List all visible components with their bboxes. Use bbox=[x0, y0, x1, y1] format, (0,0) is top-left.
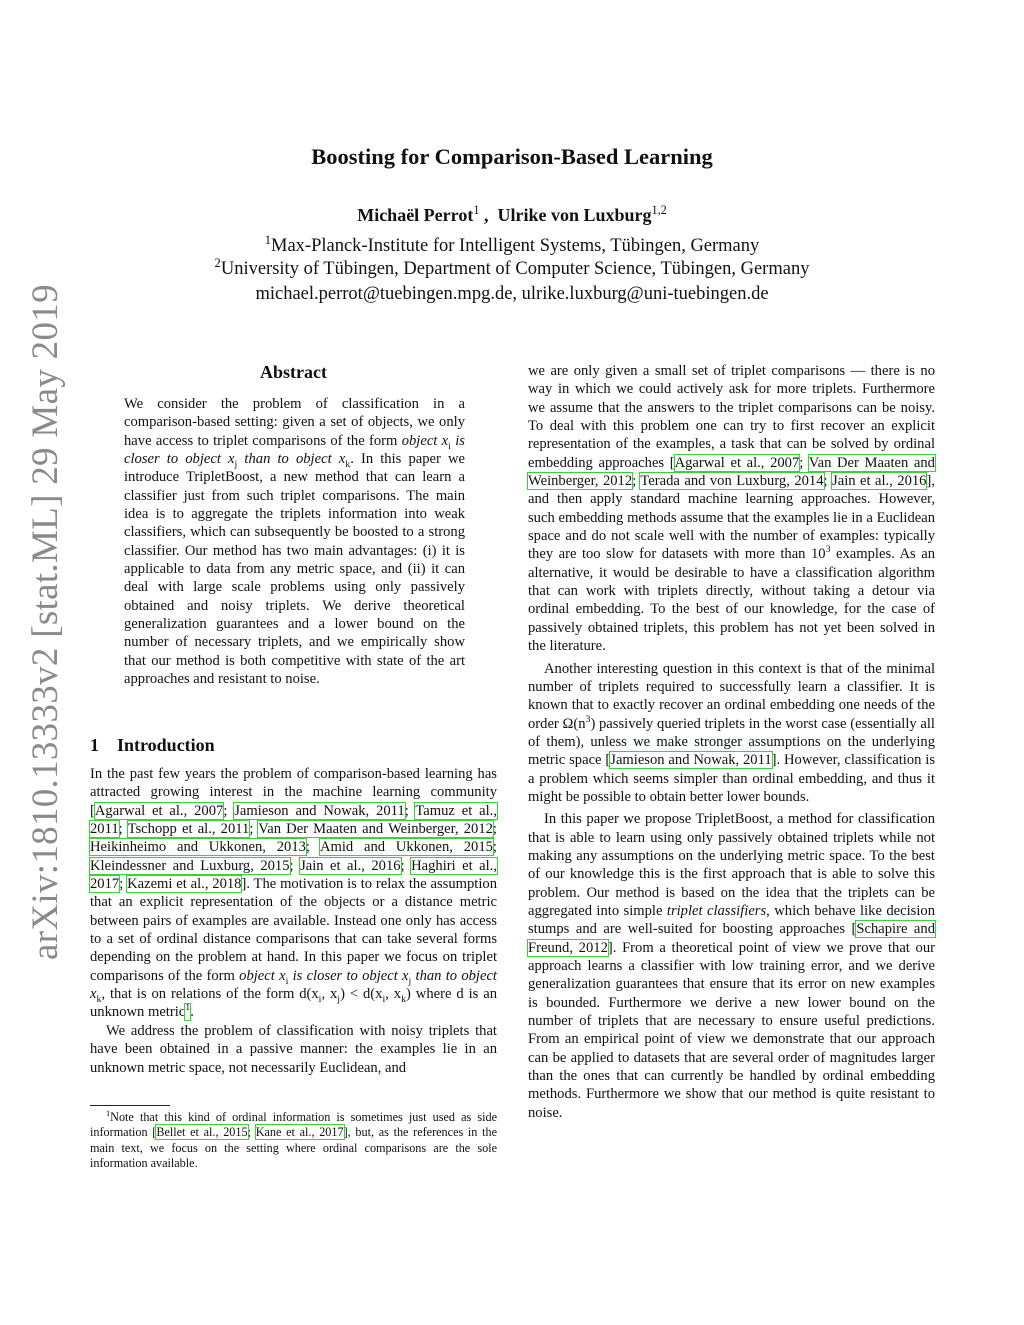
footnote-mark: 1 bbox=[185, 1002, 191, 1014]
text: Note that this kind of ordinal information is sometimes just used as side information [ bbox=[90, 1110, 497, 1140]
arxiv-side-stamp bbox=[18, 284, 74, 960]
citation-link[interactable]: Agarwal et al., 2007 bbox=[94, 802, 224, 819]
affiliation-1 bbox=[0, 232, 1024, 257]
citation-link[interactable]: Terada and von Luxburg, 2014 bbox=[640, 473, 824, 490]
citation-link[interactable]: Jamieson and Nowak, 2011 bbox=[234, 802, 405, 819]
affil-mark: 2 bbox=[214, 255, 221, 270]
paragraph: We address the problem of classification with noisy triplets that have been obtained in a passive manner: the examples lie in an unknown metric space, not necessarily Euclidean, and bbox=[90, 1022, 497, 1076]
text: than to object x bbox=[90, 967, 497, 1003]
intro-left-column bbox=[90, 765, 497, 1077]
citation-link[interactable]: Haghiri et al., 2017 bbox=[90, 857, 497, 893]
footnote: $^1$Note that this kind of ordinal information is sometimes just used as side information [Bellet et al., 2015; Kane et al., 2017], but, as the references in the main text, we focus on the setting where ordinal comparisons are the sole information available. bbox=[90, 1108, 497, 1171]
citation-link[interactable]: Bellet et al., 2015 bbox=[156, 1125, 248, 1140]
citation-link[interactable]: Kleindessner and Luxburg, 2015 bbox=[90, 857, 290, 874]
abstract-body bbox=[124, 395, 465, 689]
text: k bbox=[345, 458, 351, 470]
text: j bbox=[234, 458, 238, 470]
text: than to object x bbox=[237, 451, 346, 468]
text: Another interesting question in this context is that of the minimal number of triplets required to successfully learn a classifier. It is known that to exactly recover an ordinal embedding one needs of the order Ω(n bbox=[528, 660, 935, 732]
paragraph: we are only given a small set of triplet comparisons — there is no way in which we could actively ask for more triplets. Furthermore we assume that the answers to the triplet comparisons can be noisy. To deal with this problem one can try to first recover an explicit representation of the examples, a task that can be solved by ordinal embedding approaches [Agarwal et al., 2007; Van Der Maaten and Weinberger, 2012; Terada and von Luxburg, 2014; Jain et al., 2016], and then apply standard machine learning approaches. However, such embedding methods assume that the examples lie in a Euclidean space and do not scale well with the number of examples: typically they are too slow for datasets with more than $10^3$ examples. As an alternative, it would be desirable to have a classification algorithm that can work with triplets directly, without taking a detour via ordinal embedding. To the best of our knowledge, for the case of passively obtained triplets, this problem has not yet been solved in the literature. bbox=[528, 363, 935, 655]
text: 3 bbox=[825, 544, 831, 556]
right-column bbox=[528, 362, 935, 1122]
text: ) passively queried triplets in the worst case (essentially all of them), unless we make stronger assumptions on the underlying metric space [ bbox=[528, 715, 935, 769]
paper-title: Boosting for Comparison-Based Learning bbox=[311, 144, 713, 169]
author-emails: michael.perrot@tuebingen.mpg.de, ulrike.luxburg@uni-tuebingen.de bbox=[255, 284, 769, 304]
text: ]. From a theoretical point of view we prove that our approach learns a classifier with low training error, and we derive generalization guarantees that ensure that its error on new examples is bounded. Furthermore we derive a new lower bound on the number of triplets that are necessary to ensure useful predictions. From an empirical point of view we demonstrate that our approach can be applied to datasets that are several order of magnitudes larger than the ones that can currently be handled by ordinal embedding methods. Furthermore we show that our method is quite resistant to noise. bbox=[528, 939, 935, 1121]
text: ) where d is an unknown metric bbox=[90, 986, 497, 1021]
citation-link[interactable]: Schapire and Freund, 2012 bbox=[528, 921, 936, 956]
text: , x bbox=[385, 986, 402, 1003]
citation-link[interactable]: Jamieson and Nowak, 2011 bbox=[610, 752, 772, 769]
citation-link[interactable]: Van Der Maaten and Weinberger, 2012 bbox=[528, 454, 935, 490]
text: ) < d(x bbox=[340, 986, 383, 1003]
text: In this paper we propose TripletBoost, a method for classification that is able to learn using only passively obtained triplets while not making any assumptions on the underlying metric space. To the best of our knowledge this is the first approach that is able to solve this problem. Our method is based on the idea that the triplets can be aggregated into simple bbox=[528, 811, 935, 919]
footnote-rule bbox=[90, 1105, 170, 1106]
citation-link[interactable]: Heikinheimo and Ukkonen, 2013 bbox=[90, 839, 306, 856]
text: object x bbox=[239, 967, 286, 984]
text: ]. However, classification is a problem which seems simpler than ordinal embedding, and thus it might be possible to obtain better lower bounds. bbox=[528, 752, 936, 805]
citation-link[interactable]: Kazemi et al., 2018 bbox=[127, 876, 242, 893]
citation-link[interactable]: Kane et al., 2017 bbox=[255, 1125, 344, 1140]
affil-text: Max-Planck-Institute for Intelligent Systems, Tübingen, Germany bbox=[271, 236, 760, 256]
section-number: 1 bbox=[90, 735, 99, 755]
citation-link[interactable]: Jain et al., 2016 bbox=[832, 473, 927, 490]
footnote-mark: 1 bbox=[106, 1108, 111, 1118]
text: i bbox=[285, 975, 289, 987]
paragraph bbox=[528, 810, 935, 1122]
text: We consider the problem of classification in a comparison-based setting: given a set of objects, we only have access to triplet comparisons of the form bbox=[124, 396, 465, 449]
text: i bbox=[448, 440, 451, 452]
text: . bbox=[190, 1004, 194, 1021]
paragraph bbox=[528, 660, 935, 807]
citation-link[interactable]: Amid and Ukkonen, 2015 bbox=[319, 839, 493, 856]
citation-link[interactable]: Jain et al., 2016 bbox=[300, 857, 401, 874]
abstract-heading: Abstract bbox=[260, 362, 327, 382]
text: i bbox=[382, 994, 386, 1006]
text: j bbox=[337, 994, 341, 1006]
text: j bbox=[408, 975, 412, 987]
citation-link[interactable]: Tamuz et al., 2011 bbox=[90, 802, 498, 838]
author-name: Ulrike von Luxburg bbox=[497, 205, 652, 225]
text: , x bbox=[321, 986, 338, 1003]
author-name: Michaël Perrot bbox=[357, 205, 474, 225]
text: is closer to object x bbox=[124, 432, 465, 468]
citation-link[interactable]: Agarwal et al., 2007 bbox=[674, 454, 800, 471]
text: k bbox=[401, 994, 407, 1006]
citation-link[interactable]: Van Der Maaten and Weinberger, 2012 bbox=[258, 821, 493, 838]
text: ]. The motivation is to relax the assumption that an explicit representation of the objects or a distance metric between pairs of examples are available. Instead one only has access to a set of ordinal distance comparisons that can take several forms depending on the problem at hand. In this paper we focus on triplet comparisons of the form bbox=[90, 876, 497, 984]
text: ], and then apply standard machine learning approaches. However, such embedding methods assume that the examples lie in a Euclidean space and do not scale well with the number of examples: typically they are too slow for datasets with more than 10 bbox=[528, 473, 935, 563]
section-title: Introduction bbox=[117, 735, 215, 755]
text: . In this paper we introduce TripletBoost, a new method that can learn a classifier just from such triplet comparisons. The main idea is to aggregate the triplets information into weak classifiers, which can subsequently be boosted to a strong classifier. Our method has two main advantages: (i) it is applicable to data from any metric space, and (ii) it can deal with large scale problems using only passively obtained and noisy triplets. We derive theoretical generalization guarantees and a lower bound on the number of necessary triplets, and we empirically show that our method is both competitive with state of the art approaches and resistant to noise. bbox=[124, 451, 465, 688]
affiliation-2 bbox=[0, 255, 1024, 280]
text: i bbox=[318, 994, 322, 1006]
text: triplet classifiers bbox=[666, 902, 767, 919]
text: ], but, as the references in the main text, we focus on the setting where ordinal comparisons are the sole information available. bbox=[90, 1125, 497, 1171]
author-separator: , bbox=[479, 205, 498, 225]
text: is closer to object x bbox=[288, 967, 409, 984]
text: In the past few years the problem of comparison-based learning has attracted growing interest in the machine learning community [ bbox=[90, 766, 497, 819]
section-heading-introduction bbox=[90, 735, 215, 756]
citation-link[interactable]: Tschopp et al., 2011 bbox=[127, 821, 250, 838]
author-affil-mark: 1,2 bbox=[651, 203, 667, 217]
affil-text: University of Tübingen, Department of Computer Science, Tübingen, Germany bbox=[220, 259, 810, 279]
text: we are only given a small set of triplet comparisons — there is no way in which we could actively ask for more triplets. Furthermore we assume that the answers to the triplet comparisons can be noisy. To deal with this problem one can try to first recover an explicit representation of the examples, a task that can be solved by ordinal embedding approaches [ bbox=[528, 363, 935, 471]
text: , that is on relations of the form d(x bbox=[101, 986, 319, 1003]
text: k bbox=[96, 994, 102, 1006]
affil-mark: 1 bbox=[264, 232, 271, 247]
text: examples. As an alternative, it would be desirable to have a classification algorithm that can work with triplets directly, without taking a detour via ordinal embedding. To the best of our knowledge, for the case of passively obtained triplets, this problem has not yet been solved in the literature. bbox=[528, 546, 935, 655]
text: object x bbox=[401, 432, 449, 449]
text: 3 bbox=[585, 713, 591, 725]
author-list bbox=[0, 205, 1024, 226]
text: , which behave like decision stumps and are well-suited for boosting approaches [ bbox=[528, 902, 935, 938]
paragraph: In the past few years the problem of comparison-based learning has attracted growing interest in the machine learning community [Agarwal et al., 2007; Jamieson and Nowak, 2011; Tamuz et al., 2011; Tschopp et al., 2011; Van Der Maaten and Weinberger, 2012; Heikinheimo and Ukkonen, 2013; Amid and Ukkonen, 2015; Kleindessner and Luxburg, 2015; Jain et al., 2016; Haghiri et al., 2017; Kazemi et al., 2018]. The motivation is to relax the assumption that an explicit representation of the objects or a distance metric between pairs of examples are available. Instead one only has access to a set of ordinal distance comparisons that can take several forms depending on the problem at hand. In this paper we focus on triplet comparisons of the form object $x_i$ is closer to object $x_j$ than to object $x_k$, that is on relations of the form $d(x_i$, $x_j) < d(x_i$, $x_k$) where d is an unknown metric$^1$. bbox=[90, 766, 498, 1021]
arxiv-identifier: arXiv:1810.13333v2 [stat.ML] 29 May 2019 bbox=[25, 284, 66, 960]
author-affil-mark: 1 bbox=[473, 203, 480, 217]
